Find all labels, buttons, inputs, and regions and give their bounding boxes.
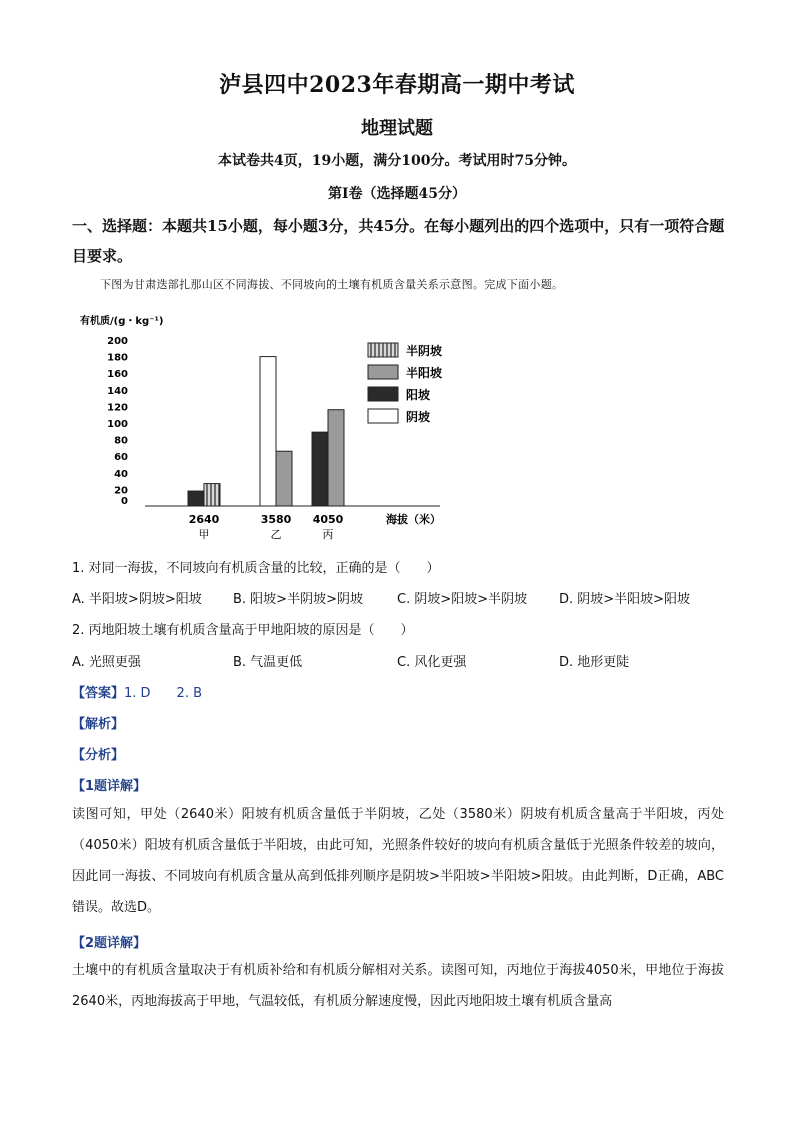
y-axis-label: 有机质/(g・kg⁻¹): [80, 316, 164, 327]
detail-2-label: 【2题详解】: [72, 936, 147, 951]
y-tick-label: 20: [114, 485, 128, 497]
analysis-label: 【解析】: [72, 717, 125, 732]
question-2-option-d[interactable]: D. 地形更陡: [559, 655, 630, 670]
legend-swatch-半阴坡: [368, 343, 398, 357]
question-1-option-c[interactable]: C. 阴坡>阳坡>半阴坡: [397, 592, 528, 607]
analysis-sub-label: 【分析】: [72, 748, 125, 763]
exam-title: 泸县四中2023年春期高一期中考试: [219, 72, 575, 98]
part-title: 第Ⅰ卷（选择题45分）: [327, 186, 467, 202]
answer-line: [72, 682, 202, 701]
detail-1-label-line: [72, 775, 146, 794]
legend-label: 半阴坡: [406, 344, 443, 358]
organic-matter-chart: [70, 308, 490, 548]
bar-乙-阴坡: [260, 357, 276, 506]
question-2-option-b[interactable]: B. 气温更低: [233, 655, 303, 670]
y-tick-label: 200: [107, 336, 128, 347]
bar-甲-半阴坡: [204, 484, 220, 506]
exam-info: 本试卷共4页，19小题，满分100分。考试用时75分钟。: [218, 153, 576, 169]
answer-value: 1. D 2. B: [124, 686, 203, 701]
legend-swatch-阴坡: [368, 409, 398, 423]
question-2-option-a[interactable]: A. 光照更强: [72, 655, 141, 670]
question-1-option-d[interactable]: D. 阴坡>半阳坡>阳坡: [559, 592, 691, 607]
question-1-stem: 1. 对同一海拔，不同坡向有机质含量的比较，正确的是（ ）: [72, 561, 440, 576]
y-tick-label: 180: [107, 352, 128, 364]
y-tick-label: 140: [107, 385, 128, 397]
detail-2-label-line: [72, 932, 146, 951]
x-tick-label-name: 甲: [198, 528, 210, 541]
y-tick-label: 80: [114, 435, 128, 447]
detail-1-label: 【1题详解】: [72, 779, 147, 794]
question-2-stem: 2. 丙地阳坡土壤有机质含量高于甲地阳坡的原因是（ ）: [72, 623, 414, 638]
bar-丙-阳坡: [312, 432, 328, 506]
question-1-option-a[interactable]: A. 半阳坡>阴坡>阳坡: [72, 592, 202, 607]
y-tick-label: 160: [107, 369, 128, 381]
bars: [188, 357, 344, 506]
legend-label: 阴坡: [406, 410, 431, 424]
question-1-option-b[interactable]: B. 阳坡>半阴坡>阴坡: [233, 592, 363, 607]
bar-甲-阳坡: [188, 491, 204, 506]
y-tick-label: 100: [107, 419, 128, 430]
x-tick-label-name: 乙: [270, 528, 282, 541]
legend-label: 半阳坡: [406, 366, 443, 380]
analysis-label-line: [72, 713, 124, 732]
analysis-sub-line: [72, 744, 124, 763]
y-tick-label: 0: [121, 496, 128, 507]
y-tick-label: 120: [107, 402, 128, 414]
x-tick-label-altitude: 3580: [260, 513, 292, 526]
legend-swatch-阳坡: [368, 387, 398, 401]
x-tick-label-name: 丙: [322, 528, 334, 541]
legend: [368, 343, 443, 424]
question-2-option-c[interactable]: C. 风化更强: [397, 655, 467, 670]
y-tick-label: 40: [114, 468, 128, 480]
y-tick-labels: [107, 336, 128, 507]
bar-乙-半阳坡: [276, 451, 292, 506]
x-tick-label-altitude: 4050: [312, 513, 344, 526]
section-heading: 一、选择题：本题共15小题，每小题3分，共45分。在每小题列出的四个选项中，只有一项符合题目要求。: [72, 217, 725, 265]
legend-label: 阳坡: [406, 388, 431, 402]
bar-丙-半阳坡: [328, 410, 344, 506]
x-tick-labels: [189, 513, 344, 541]
subject-title: 地理试题: [361, 118, 433, 139]
answer-label: 【答案】: [72, 686, 125, 701]
detail-1-text: 读图可知，甲处（2640米）阳坡有机质含量低于半阴坡，乙处（3580米）阴坡有机质含量高于半阳坡，丙处（4050米）阳坡有机质含量低于半阳坡，由此可知，光照条件较好的坡向有机质含量低于光照条件较差的坡向，因此同一海拔、不同坡向有机质含量从高到低排列顺序是阴坡>半阳坡>半阳坡>阳坡。由此判断，D正确，ABC错误。故选D。: [72, 807, 724, 915]
x-tick-label-altitude: 2640: [188, 513, 220, 526]
y-tick-label: 60: [114, 452, 128, 464]
chart-intro: 下图为甘肃迭部扎那山区不同海拔、不同坡向的土壤有机质含量关系示意图。完成下面小题。: [100, 278, 564, 291]
detail-2-text: 土壤中的有机质含量取决于有机质补给和有机质分解相对关系。读图可知，丙地位于海拔4050米，甲地位于海拔2640米，丙地海拔高于甲地，气温较低，有机质分解速度慢，因此丙地阳坡土壤有机质含量高: [72, 963, 724, 1009]
legend-swatch-半阳坡: [368, 365, 398, 379]
x-axis-label: 海拔（米）: [386, 513, 441, 526]
